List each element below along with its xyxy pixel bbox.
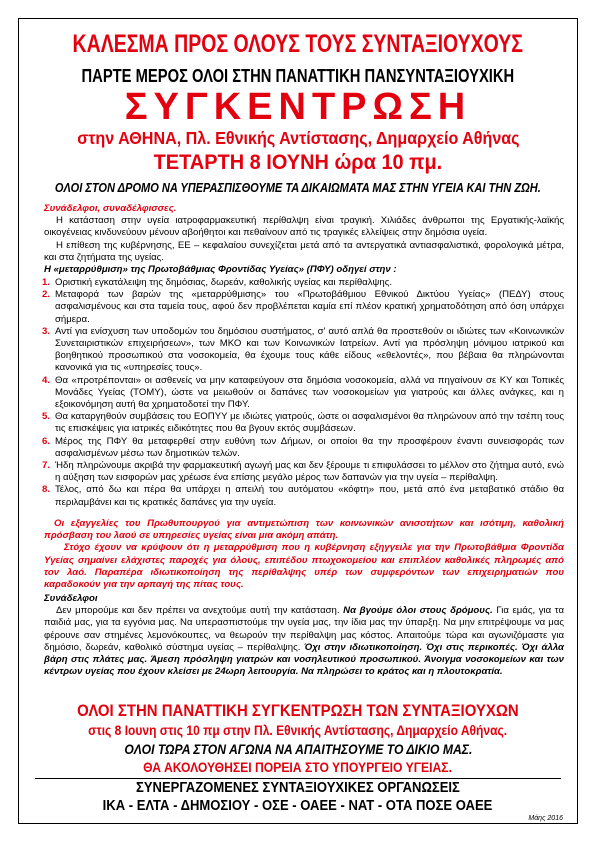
reform-heading: Η «μεταρρύθμιση» της Πρωτοβάθμιας Φροντίδας Υγείας» (ΠΦΥ) οδηγεί στην : — [44, 264, 397, 276]
list-item-number: 2. — [42, 289, 51, 301]
organizations-list — [0, 799, 596, 814]
list-item-text: Τέλος, από δω και πέρα θα υπάρχει η απειλή του αυτόματου «κόφτη» που, μετά από ένα μεταβατικό στάδιο θα περιλαμβάνει και τις κρατικές δαπάνες για την υγεία. — [55, 484, 564, 508]
rally-location — [0, 130, 596, 148]
organizations-list-text: ΙΚΑ - ΕΛΤΑ - ΔΗΜΟΣΙΟΥ - ΟΣΕ - ΟΑΕΕ - ΝΑΤ - ΟΤΑ ΠΟΣΕ ΟΑΕΕ — [103, 798, 493, 814]
greeting-colleagues-2: Συνάδελφοι — [44, 593, 98, 604]
closing-section — [44, 593, 564, 678]
intro-paragraph-1: Η κατάσταση στην υγεία ιατροφαρμακευτική περίθαλψη είναι τραγική. Χιλιάδες άνθρωποι της Εργατικής-λαϊκής οικογένειας κινδυνεύουν μένουν αβοήθητοι και πεθαίνουν από τις τραγικές ελλείψεις στην δημόσια υγεία. — [44, 215, 564, 239]
list-item-text: Αντί για ενίσχυση των υποδομών του δημόσιου συστήματος, σ' αυτό απλά θα προστεθούν οι ιδιώτες των «Κοινωνικών Συνεταιριστικών επιχειρήσεων», των ΜΚΟ και των Κοινωνικών Ιατρείων. Αντί για πρόσληψη μόνιμου ιατρικού και βοηθητικού προσωπικού στα νοσοκομεία, θα έχουμε τους κάθε είδους «εθελοντές», που βέβαια θα πληρώνονται κανονικά για τις «υπηρεσίες τους». — [55, 325, 564, 374]
footer-divider — [35, 778, 561, 779]
call-struggle-text: ΟΛΟΙ ΤΩΡΑ ΣΤΟΝ ΑΓΩΝΑ ΝΑ ΑΠΑΙΤΗΣΟΥΜΕ ΤΟ ΔΙΚΙΟ ΜΑΣ. — [123, 742, 472, 757]
list-item-number: 7. — [42, 460, 51, 472]
list-item — [42, 411, 564, 435]
slogan-text: ΟΛΟΙ ΣΤΟΝ ΔΡΟΜΟ ΝΑ ΥΠΕΡΑΣΠΙΣΘΟΥΜΕ ΤΑ ΔΙΚΑΙΩΜΑΤΑ ΜΑΣ ΣΤΗΝ ΥΓΕΙΑ ΚΑΙ ΤΗΝ ΖΩΗ. — [55, 180, 541, 195]
list-item-text: Θα καταργηθούν συμβάσεις του ΕΟΠΥΥ με ιδιώτες γιατρούς, ώστε οι ασφαλισμένοι θα πληρώνουν από την τσέπη τους τις επισκέψεις για ιατρικές ειδικότητες που θα βγουν εκτός συμβάσεων. — [55, 411, 564, 435]
list-item — [42, 436, 564, 460]
intro-section — [44, 203, 564, 276]
list-item-text: Ήδη πληρώνουμε ακριβά την φαρμακευτική αγωγή μας και δεν ξέρουμε τι επιφυλάσσει το μέλλον στο ζήτημα αυτό, ενώ η αύξηση των εισφορών μας χρέωσε ένα επίσης μεγάλο μέρος των δαπανών για την υγεία – περίθαλψη. — [55, 460, 564, 484]
call-march-text: ΘΑ ΑΚΟΛΟΥΘΗΣΕΙ ΠΟΡΕΙΑ ΣΤΟ ΥΠΟΥΡΓΕΙΟ ΥΓΕΙΑΣ. — [143, 760, 453, 775]
headline-rally — [0, 88, 596, 126]
list-item — [42, 375, 564, 412]
list-item-number: 4. — [42, 374, 51, 386]
list-item-number: 3. — [42, 325, 51, 337]
headline-call — [0, 32, 596, 57]
rally-datetime — [0, 152, 596, 173]
closing-emphasis-2: Όχι στην ιδιωτικοποίηση. Όχι στις περικοπές. Όχι άλλα βάρη στις πλάτες μας. Άμεση πρόσληψη γιατρών και νοσηλευτικού προσωπικού. Άνοιγμα νοσοκομείων και των κέντρων υγείας που έχουν κλείσει με 24ωρη λειτουργία. Να πληρώσει το κράτος και η πλουτοκρατία. — [44, 641, 564, 678]
headline-call-text: ΚΑΛΕΣΜΑ ΠΡΟΣ ΟΛΟΥΣ ΤΟΥΣ ΣΥΝΤΑΞΙΟΥΧΟΥΣ — [72, 30, 524, 58]
call-to-rally — [0, 702, 596, 719]
list-item-text: Μέρος της ΠΦΥ θα μεταφερθεί στην ευθύνη των Δήμων, οι οποίοι θα την προσφέρουν έναντι συνεισφοράς των ασφαλισμένων μέσω των δημοτικών τελών. — [55, 435, 564, 459]
list-item-number: 1. — [42, 277, 51, 288]
list-item — [42, 289, 564, 326]
call-struggle — [0, 743, 596, 757]
call-to-rally-text: ΟΛΟΙ ΣΤΗΝ ΠΑΝΑΤΤΙΚΗ ΣΥΓΚΕΝΤΡΩΣΗ ΤΩΝ ΣΥΝΤΑΞΙΟΥΧΩΝ — [77, 701, 519, 720]
call-details — [0, 723, 596, 737]
headline-rally-text: ΣΥΓΚΕΝΤΡΩΣΗ — [124, 86, 472, 128]
rally-location-text: στην ΑΘΗΝΑ, Πλ. Εθνικής Αντίστασης, Δημαρχείο Αθήνας — [76, 128, 520, 148]
list-item-text: Μεταφορά των βαρών της «μεταρρύθμισης» του «Πρωτοβάθμιου Εθνικού Δικτύου Υγείας» (ΠΕΔΥ) στους ασφαλισμένους και στα ταμεία τους, αφού δεν προβλέπεται καμία επί πλέον κρατική χρηματοδότηση από όση υπάρχει σήμερα. — [55, 289, 564, 325]
closing-text-1: Δεν μπορούμε και δεν πρέπει να ανεχτούμε αυτή την κατάσταση. — [56, 605, 340, 617]
organizations-title — [0, 781, 596, 796]
list-item-text: Οριστική εγκατάλειψη της δημόσιας, δωρεάν, καθολικής υγείας και περίθαλψης. — [55, 277, 392, 288]
list-item-number: 8. — [42, 484, 51, 496]
closing-text-2: Για εμάς, για τα παιδιά μας, για τα εγγόνια μας. Να υπερασπιστούμε την υγεία μας, την ίδια μας την ύπαρξη. Να μην επιτρέψουμε να μας φέρουνε σαν στημένες λεμονόκουπες, να θεωρούν την περίθαλψη μας κόστος. Απαιτούμε τώρα και αγωνιζόμαστε για δημόσιο, δωρεάν, καθολικό σύστημα υγείας – περίθαλψης. — [44, 605, 564, 653]
list-item — [42, 484, 564, 508]
red-statement-1: Οι εξαγγελίες του Πρωθυπουργού για αντιμετώπιση των κοινωνικών ανισοτήτων και ισότιμη, καθολική πρόσβαση του λαού σε υπηρεσίες υγείας είναι μια ακόμη απάτη. — [44, 518, 564, 542]
organizations-title-text: ΣΥΝΕΡΓΑΖΟΜΕΝΕΣ ΣΥΝΤΑΞΙΟΥΧΙΚΕΣ ΟΡΓΑΝΩΣΕΙΣ — [136, 780, 460, 796]
intro-paragraph-2: Η επίθεση της κυβέρνησης, ΕΕ – κεφαλαίου συνεχίζεται μετά από τα αντεργατικά αντιασφαλιστικά, φορολογικά μέτρα, και στα ζητήματα της υγείας. — [44, 239, 564, 263]
list-item-number: 6. — [42, 435, 51, 447]
headline-participate-text: ΠΑΡΤΕ ΜΕΡΟΣ ΟΛΟΙ ΣΤΗΝ ΠΑΝΑΤΤΙΚΗ ΠΑΝΣΥΝΤΑΞΙΟΥΧΙΚΗ — [81, 66, 515, 86]
rally-datetime-text: ΤΕΤΑΡΤΗ 8 ΙΟΥΝΗ ώρα 10 πμ. — [153, 151, 443, 174]
closing-emphasis-1: Να βγούμε όλοι στους δρόμους. — [343, 605, 493, 617]
call-march — [0, 761, 596, 775]
headline-participate — [0, 67, 596, 85]
slogan — [0, 181, 596, 194]
list-item-number: 5. — [42, 411, 51, 423]
list-item — [42, 326, 564, 375]
date-signature: Μάης 2016 — [528, 815, 563, 822]
greeting-colleagues: Συνάδελφοι, συναδέλφισσες. — [44, 203, 177, 214]
reform-consequences-list — [42, 277, 564, 509]
list-item — [42, 277, 564, 289]
red-statement-2: Στόχο έχουν να κρύψουν ότι η μεταρρύθμιση που η κυβέρνηση εξηγγειλε για την Πρωτοβάθμια Φροντίδα Υγείας σημαίνει ελάχιστες παροχές για όλους, επιπέδου πτωχοκομείου και επιπλέον καθολικές πληρωμές από τον λαό. Παραπέρα ιδιωτικοποίηση της περίθαλψης υπέρ των συμφερόντων των επιχειρηματιών που καραδοκούν για την αρπαγή της πίτας τους. — [44, 542, 564, 591]
red-statements — [44, 518, 564, 591]
list-item-text: Θα «προτρέπονται» οι ασθενείς να μην καταφεύγουν στα δημόσια νοσοκομεία, αλλά να πηγαίνουν σε ΚΥ και Τοπικές Μονάδες Υγείας (ΤΟΜΥ), ώστε να μειωθούν οι δαπάνες των νοσοκομείων για γιατρούς και άλλες ανάγκες, και η εξοικονόμηση αυτή θα χρηματοδοτεί την ΠΦΥ. — [55, 374, 564, 411]
call-details-text: στις 8 Ιουνη στις 10 πμ στην Πλ. Εθνικής Αντίστασης, Δημαρχείο Αθήνας. — [88, 722, 508, 738]
list-item — [42, 460, 564, 484]
